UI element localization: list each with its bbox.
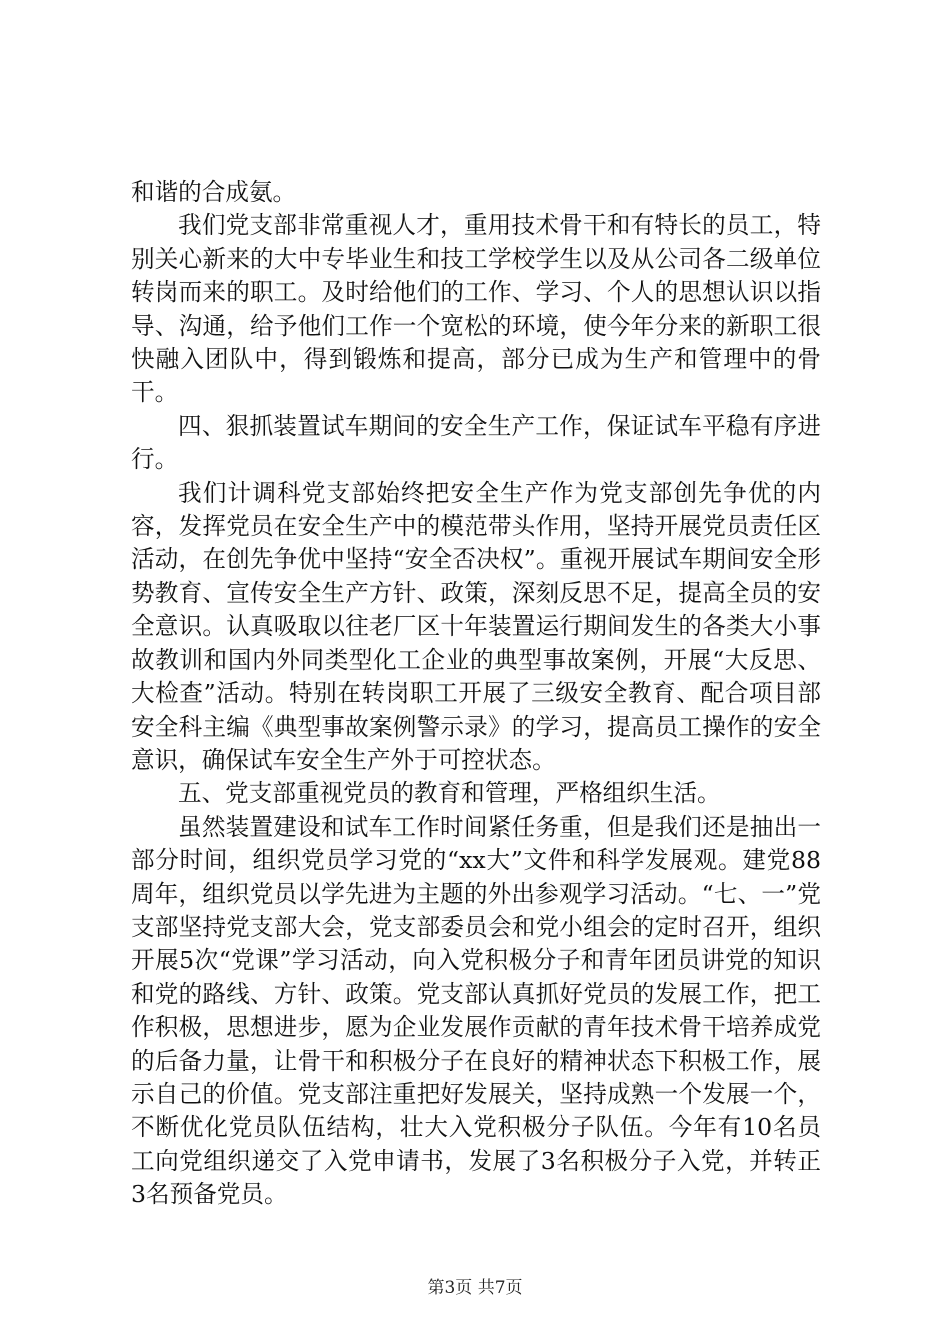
document-body — [131, 176, 821, 1212]
paragraph-1: 和谐的合成氨。 — [131, 178, 297, 206]
section-heading-4: 四、狠抓装置试车期间的安全生产工作，保证试车平稳有序进行。 — [131, 411, 821, 474]
section-heading-5: 五、党支部重视党员的教育和管理，严格组织生活。 — [178, 779, 721, 808]
page-footer: 第3页 共7页 — [427, 1278, 523, 1298]
paragraph-4: 我们计调科党支部始终把安全生产作为党支部创先争优的内容，发挥党员在安全生产中的模范带头作用，坚持开展党员责任区活动，在创先争优中坚持“安全否决权”。重视开展试车期间安全形势教育、宣传安全生产方针、政策，深刻反思不足，提高全员的安全意识。认真吸取以往老厂区十年装置运行期间发生的各类大小事故教训和国内外同类型化工企业的典型事故案例，开展“大反思、大检查”活动。特别在转岗职工开展了三级安全教育、配合项目部安全科主编《典型事故案例警示录》的学习，提高员工操作的安全意识，确保试车安全生产外于可控状态。 — [131, 478, 821, 774]
paragraph-6: 虽然装置建设和试车工作时间紧任务重，但是我们还是抽出一部分时间，组织党员学习党的“xx大”文件和科学发展观。建党88周年，组织党员以学先进为主题的外出参观学习活动。“七、一”党支部坚持党支部大会，党支部委员会和党小组会的定时召开，组织开展5次“党课”学习活动，向入党积极分子和青年团员讲党的知识和党的路线、方针、政策。党支部认真抓好党员的发展工作，把工作积极，思想进步，愿为企业发展作贡献的青年技术骨干培养成党的后备力量，让骨干和积极分子在良好的精神状态下积极工作，展示自己的价值。党支部注重把好发展关，坚持成熟一个发展一个，不断优化党员队伍结构，壮大入党积极分子队伍。今年有10名员工向党组织递交了入党申请书，发展了3名积极分子入党，并转正3名预备党员。 — [131, 812, 821, 1209]
paragraph-2: 我们党支部非常重视人才，重用技术骨干和有特长的员工，特别关心新来的大中专毕业生和技工学校学生以及从公司各二级单位转岗而来的职工。及时给他们的工作、学习、个人的思想认识以指导、沟通，给予他们工作一个宽松的环境，使今年分来的新职工很快融入团队中，得到锻炼和提高，部分已成为生产和管理中的骨干。 — [131, 211, 821, 407]
